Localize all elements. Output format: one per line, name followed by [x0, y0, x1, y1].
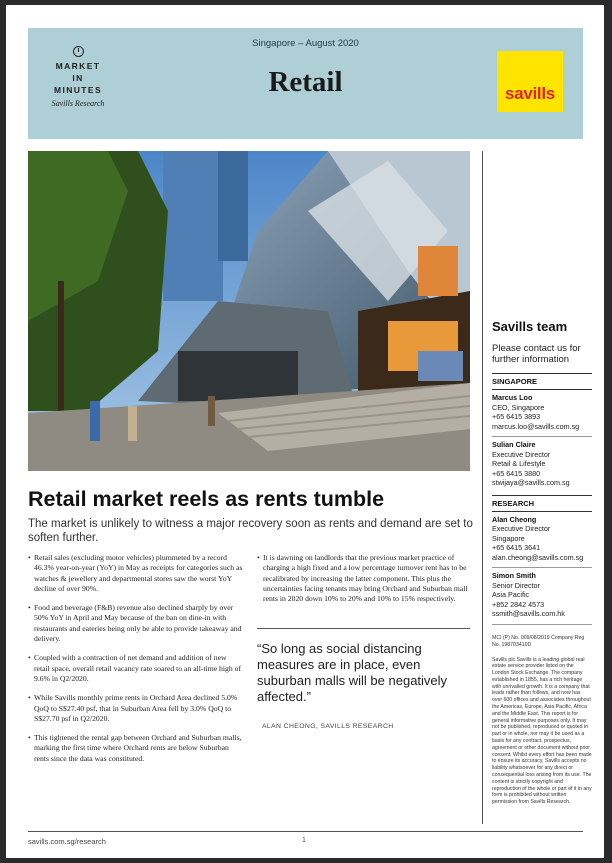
- contact-email[interactable]: marcus.loo@savills.com.sg: [492, 421, 580, 431]
- clock-icon: [73, 46, 84, 57]
- report-page: [6, 5, 604, 858]
- contact-role: Senior Director: [492, 580, 540, 590]
- bullet-point: • It is dawning on landlords that the previous market practice of charging a high fixed and a low percentage turnover rent has to be recalibrated by increasing the latter component. This plus the uncertainties facing tenants may bring Orchard and Suburban mall rents in 2020 down 10% to 20% and 10% to 15% respectively.: [257, 553, 472, 604]
- contact-email[interactable]: ssmith@savills.com.hk: [492, 609, 565, 618]
- report-title: Retail: [268, 66, 343, 98]
- savills-logo: [497, 51, 563, 112]
- contact-phone: +852 2842 4573: [492, 599, 545, 609]
- contact-role: Executive Director: [492, 524, 551, 533]
- section-heading-research: RESEARCH: [492, 495, 592, 512]
- page-number: 1: [302, 837, 306, 844]
- contact-name: Alan Cheong: [492, 514, 537, 524]
- footer-url[interactable]: savills.com.sg/research: [28, 837, 106, 846]
- sidebar-title: Savills team: [492, 319, 568, 334]
- logo-line: MARKET: [55, 61, 101, 71]
- contact-card: [492, 512, 592, 569]
- left-column: [28, 553, 243, 773]
- contact-name: Simon Smith: [492, 571, 536, 580]
- pull-quote: “So long as social distancing measures are in place, even suburban malls will be negatively affected.”: [257, 641, 448, 704]
- contact-card: [492, 437, 592, 493]
- bullet-point: • While Savills monthly prime rents in Orchard Area declined 5.0% QoQ to S$27.40 psf, that in Suburban Area fell by 3.0% QoQ to S$27.70 psf in Q2/2020.: [28, 693, 243, 724]
- contact-role: Retail & Lifestyle: [492, 459, 546, 468]
- contact-card: [492, 390, 592, 437]
- contact-card: [492, 568, 592, 625]
- article-subheadline: The market is unlikely to witness a major recovery soon as rents and demand are set to soften further.: [28, 518, 473, 544]
- quote-divider: [257, 628, 470, 629]
- mall-photo-illustration: [28, 151, 470, 471]
- article-headline: Retail market reels as rents tumble: [28, 487, 385, 511]
- contact-name: Sulian Claire: [492, 440, 536, 449]
- contact-phone: +65 6415 3641: [492, 543, 541, 552]
- contact-sidebar: [492, 319, 592, 806]
- contact-email[interactable]: alan.cheong@savills.com.sg: [492, 552, 584, 562]
- bullet-point: • Food and beverage (F&B) revenue also declined sharply by over 50% YoY in April and May because of the ban on dine-in with restaurants and eateries being only be able to provide takeaway and delivery.: [28, 603, 243, 644]
- logo-line: IN: [72, 73, 84, 83]
- bullet-point: • This tightened the rental gap between Orchard and Suburban malls, marking the first time where Orchard rents are below Suburban rents since the data was constituted.: [28, 733, 243, 764]
- contact-location: Asia Pacific: [492, 590, 530, 599]
- savills-logo-text: savills: [505, 84, 555, 103]
- logo-subtitle: Savills Research: [51, 99, 105, 108]
- legal-disclaimer: Savills plc Savills is a leading global real estate service provider listed on the London Stock Exchange. The company established in 1855, has a rich heritage with unrivalled growth. It is a company that leads rather than follows, and now has over 600 offices and associates throughout the Americas, Europe, Asia Pacific, Africa and the Middle East. This report is for general informative purposes only. It may not be published, reproduced or quoted in part or in whole, nor may it be used as a basis for any contract, prospectus, agreement or other document without prior consent. Whilst every effort has been made to ensure its accuracy, Savills accepts no liability whatsoever for any direct or consequential loss arising from its use. The content is strictly copyright and reproduction of the whole or part of it in any form is prohibited without written permission from Savills Research.: [492, 656, 592, 806]
- mall-photo: [28, 151, 470, 471]
- sidebar-intro: Please contact us for further information: [492, 343, 581, 365]
- right-column: [257, 553, 472, 613]
- footer-divider: [28, 831, 583, 832]
- contact-name: Marcus Loo: [492, 393, 533, 402]
- bullet-point: • Retail sales (excluding motor vehicles) plummeted by a record 46.3% year-on-year (YoY) in May as receipts for categories such as watches & jewellery and departmental stores saw the worst YoY decline of over 90%.: [28, 553, 243, 594]
- logo-line: MINUTES: [53, 85, 103, 95]
- report-header: [28, 28, 583, 139]
- contact-location: Singapore: [492, 533, 525, 543]
- contact-role: CEO, Singapore: [492, 402, 545, 412]
- bullet-point: • Coupled with a contraction of net demand and addition of new retail space, overall retail vacancy rate soared to an all-time high of 9.6% in Q2/2020.: [28, 653, 243, 684]
- registration-info: MCI (P) No. 009/08/2019 Company Reg No. 198703410D: [492, 634, 585, 648]
- contact-phone: +65 6415 3893: [492, 412, 541, 421]
- contact-phone: +65 6415 3880: [492, 468, 541, 478]
- section-heading-singapore: SINGAPORE: [492, 373, 592, 390]
- quote-attribution: ALAN CHEONG, SAVILLS RESEARCH: [262, 723, 394, 730]
- contact-email[interactable]: stwijaya@savills.com.sg: [492, 478, 570, 487]
- column-divider: [482, 151, 483, 824]
- contact-role: Executive Director: [492, 449, 551, 459]
- report-date: Singapore – August 2020: [252, 38, 359, 49]
